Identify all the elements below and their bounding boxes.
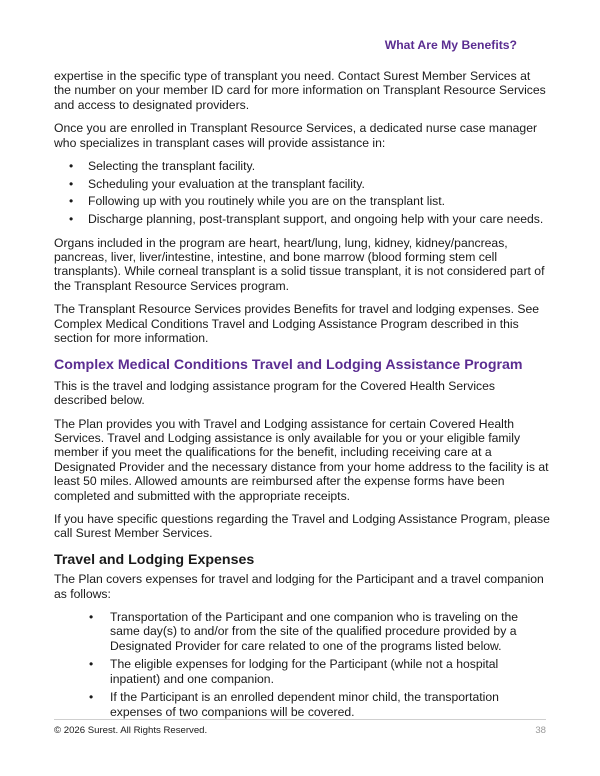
list-item: • Selecting the transplant facility. xyxy=(54,159,550,173)
paragraph: Organs included in the program are heart, heart/lung, lung, kidney, kidney/pancreas, pancreas, liver, liver/intestine, intestine, and bone marrow (blood forming stem cell transplants). While corneal transplant is a solid tissue transplant, it is not considered part of the Transplant Resource Services program. xyxy=(54,235,545,293)
list-item: • The eligible expenses for lodging for the Participant (while not a hospital inpatient) and one companion. xyxy=(54,657,550,686)
list-item: • Following up with you routinely while you are on the transplant list. xyxy=(54,194,550,208)
list-item: • Discharge planning, post-transplant support, and ongoing help with your care needs. xyxy=(54,212,550,226)
paragraph: expertise in the specific type of transplant you need. Contact Surest Member Services at the number on your member ID card for more information on Transplant Resource Services and access to designated providers. xyxy=(54,69,546,112)
page-header-title: What Are My Benefits? xyxy=(384,38,517,52)
paragraph: The Plan provides you with Travel and Lodging assistance for certain Covered Health Services. Travel and Lodging assistance is only available for you or your eligible family member if you meet the qualifications for the benefit, including receiving care at a Designated Provider and the necessary distance from your home address to the facility is at least 50 miles. Allowed amounts are reimbursed after the expense forms have been completed and submitted with the appropriate receipts. xyxy=(54,416,549,503)
paragraph: The Transplant Resource Services provides Benefits for travel and lodging expenses. See Complex Medical Conditions Travel and Lodging Assistance Program described in this section for more information. xyxy=(54,302,540,345)
paragraph: Once you are enrolled in Transplant Resource Services, a dedicated nurse case manager who specializes in transplant cases will provide assistance in: xyxy=(54,121,538,150)
section-heading-complex-conditions: Complex Medical Conditions Travel and Lodging Assistance Program xyxy=(54,357,523,374)
list-item: • Transportation of the Participant and one companion who is traveling on the same day(s) to and/or from the site of the qualified procedure provided by a Designated Provider for care related to one of the programs listed below. xyxy=(54,610,550,653)
subheading-travel-lodging: Travel and Lodging Expenses xyxy=(54,551,255,568)
list-item: • If the Participant is an enrolled dependent minor child, the transportation expenses of two companions will be covered. xyxy=(54,690,550,719)
paragraph: This is the travel and lodging assistance program for the Covered Health Services described below. xyxy=(54,378,495,408)
copyright-text: © 2026 Surest. All Rights Reserved. xyxy=(54,725,208,736)
bullet-list-expenses xyxy=(54,610,550,719)
page-number: 38 xyxy=(535,725,546,736)
paragraph: The Plan covers expenses for travel and lodging for the Participant and a travel companion as follows: xyxy=(54,572,544,601)
bullet-list-assistance xyxy=(54,159,550,227)
page-content xyxy=(54,69,550,728)
page-footer xyxy=(54,719,546,736)
list-item: • Scheduling your evaluation at the transplant facility. xyxy=(54,177,550,191)
paragraph: If you have specific questions regarding the Travel and Lodging Assistance Program, please call Surest Member Services. xyxy=(54,512,550,541)
